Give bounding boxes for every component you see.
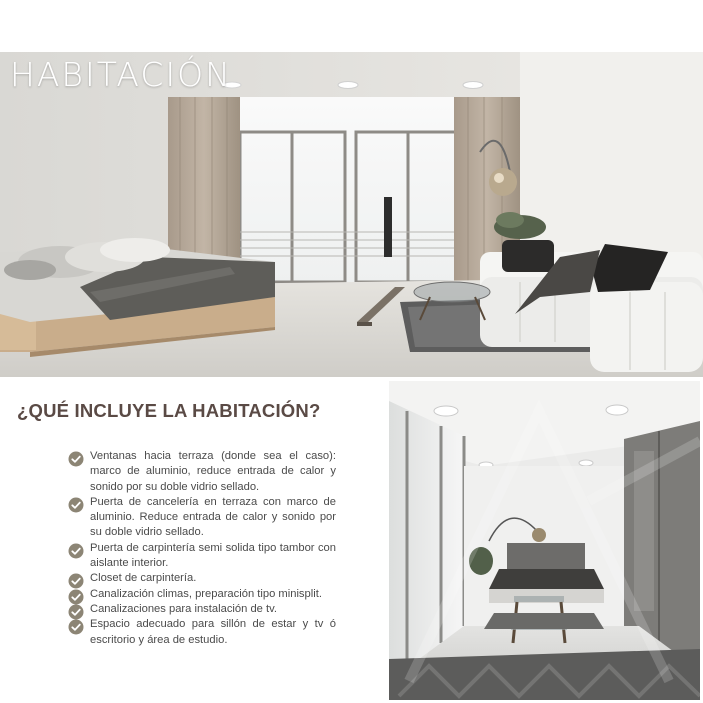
feature-item bbox=[68, 495, 336, 541]
bedroom-render bbox=[0, 52, 703, 377]
feature-text: Espacio adecuado para sillón de estar y tv ó escritorio y área de estudio. bbox=[90, 618, 336, 646]
bedroom-alt-render bbox=[389, 381, 700, 700]
hero-photo bbox=[0, 52, 703, 377]
section-heading: ¿QUÉ INCLUYE LA HABITACIÓN? bbox=[17, 400, 321, 421]
side-photo bbox=[389, 381, 700, 700]
hero-title: HABITACIÓN bbox=[10, 55, 232, 94]
feature-item bbox=[68, 541, 336, 572]
feature-text: Puerta de carpintería semi solida tipo tambor con aislante interior. bbox=[90, 541, 336, 570]
feature-text: Closet de carpintería. bbox=[90, 572, 197, 585]
feature-item bbox=[68, 617, 336, 648]
check-circle-icon bbox=[68, 451, 84, 467]
feature-item bbox=[68, 602, 336, 617]
check-circle-icon bbox=[68, 497, 84, 513]
feature-list bbox=[68, 449, 336, 648]
feature-text: Puerta de cancelería en terraza con marco de aluminio. Reduce entrada de calor y sonido por su doble vidrio sellado. bbox=[90, 495, 336, 539]
feature-text: Canalizaciones para instalación de tv. bbox=[90, 602, 277, 615]
check-circle-icon bbox=[68, 619, 84, 635]
feature-text: Canalización climas, preparación tipo minisplit. bbox=[90, 587, 322, 600]
feature-text: Ventanas hacia terraza (donde sea el caso): marco de aluminio, reduce entrada de calor y sonido por su doble vidrio sellado. bbox=[90, 450, 336, 493]
feature-item bbox=[68, 587, 336, 602]
feature-item bbox=[68, 449, 336, 495]
feature-item bbox=[68, 571, 336, 586]
check-circle-icon bbox=[68, 543, 84, 559]
